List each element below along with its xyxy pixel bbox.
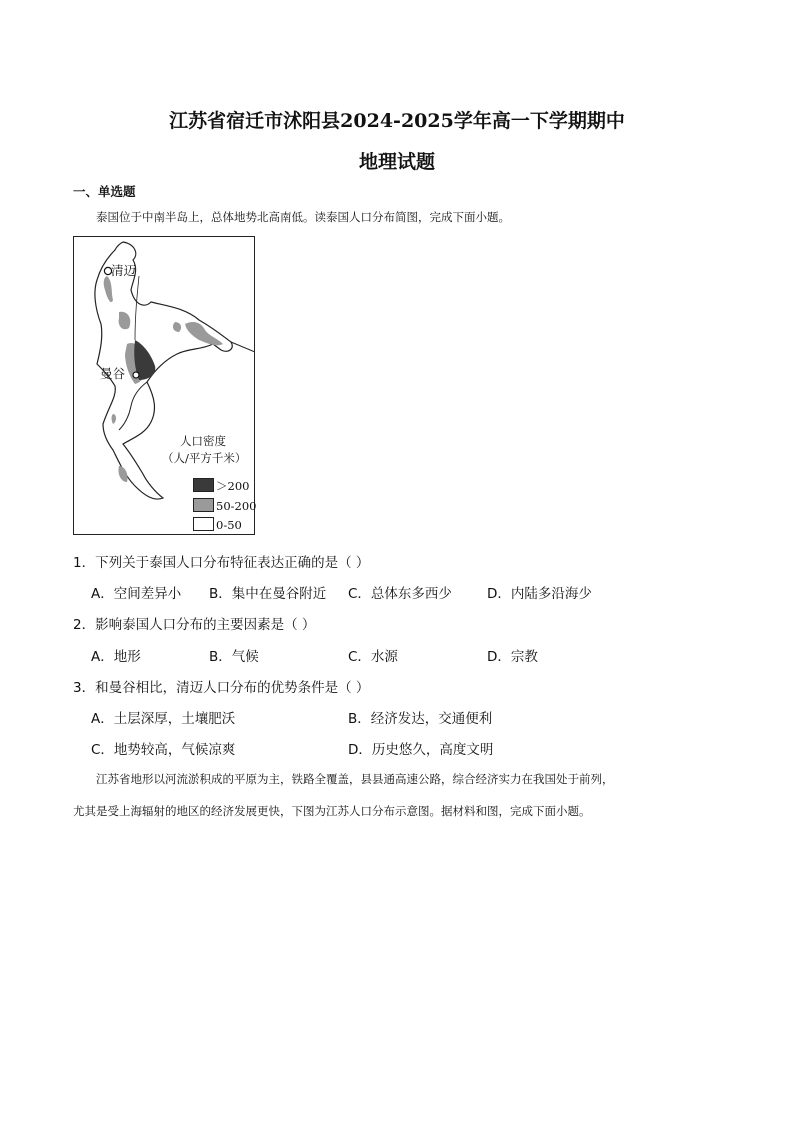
legend-swatch-medium <box>193 498 214 512</box>
intro-paragraph-jiangsu-line1: 江苏省地形以河流淤积成的平原为主，铁路全覆盖，县县通高速公路，综合经济实力在我国处于前列， <box>96 772 614 786</box>
question-2-stem: 2．影响泰国人口分布的主要因素是（ ） <box>73 617 316 633</box>
bangkok-marker <box>133 372 139 378</box>
question-3-option-c: C．地势较高，气候凉爽 <box>91 742 236 758</box>
city-label-chiang-mai: 清迈 <box>111 263 137 278</box>
question-1-option-c: C．总体东多西少 <box>348 586 452 602</box>
question-3-option-b: B．经济发达，交通便利 <box>348 711 493 727</box>
question-1-option-a: A．空间差异小 <box>91 586 182 602</box>
question-3-stem: 3．和曼谷相比，清迈人口分布的优势条件是（ ） <box>73 680 370 696</box>
intro-paragraph-jiangsu-line2: 尤其是受上海辐射的地区的经济发展更快，下图为江苏人口分布示意图。据材料和图，完成下面小题。 <box>73 804 591 818</box>
question-2-option-b: B．气候 <box>209 649 259 665</box>
document-title: 江苏省宿迁市沭阳县2024-2025学年高一下学期期中 <box>169 110 625 132</box>
legend-row-medium <box>193 498 256 513</box>
legend-row-high <box>193 478 249 494</box>
question-1-stem: 1．下列关于泰国人口分布特征表达正确的是（ ） <box>73 555 370 571</box>
legend-swatch-high <box>193 478 214 492</box>
legend-label-high: ＞200 <box>216 479 250 493</box>
legend-row-low <box>193 517 242 532</box>
intro-paragraph-thailand: 泰国位于中南半岛上，总体地势北高南低。读泰国人口分布简图，完成下面小题。 <box>96 210 510 224</box>
document-subtitle: 地理试题 <box>358 151 435 173</box>
question-2-option-c: C．水源 <box>348 649 398 665</box>
legend-title: 人口密度 <box>180 434 226 448</box>
question-3-option-d: D．历史悠久，高度文明 <box>348 742 494 758</box>
question-3-option-a: A．土层深厚，土壤肥沃 <box>91 711 236 727</box>
question-1-option-d: D．内陆多沿海少 <box>487 586 592 602</box>
legend-label-medium: 50-200 <box>216 499 257 513</box>
legend-swatch-low <box>193 517 214 531</box>
question-2-option-d: D．宗教 <box>487 649 538 665</box>
question-1-option-b: B．集中在曼谷附近 <box>209 586 327 602</box>
question-2-option-a: A．地形 <box>91 649 141 665</box>
city-label-bangkok: 曼谷 <box>100 366 126 381</box>
section-heading: 一、单选题 <box>73 184 136 199</box>
legend-unit: （人/平方千米） <box>162 451 247 465</box>
legend-label-low: 0-50 <box>216 518 242 532</box>
